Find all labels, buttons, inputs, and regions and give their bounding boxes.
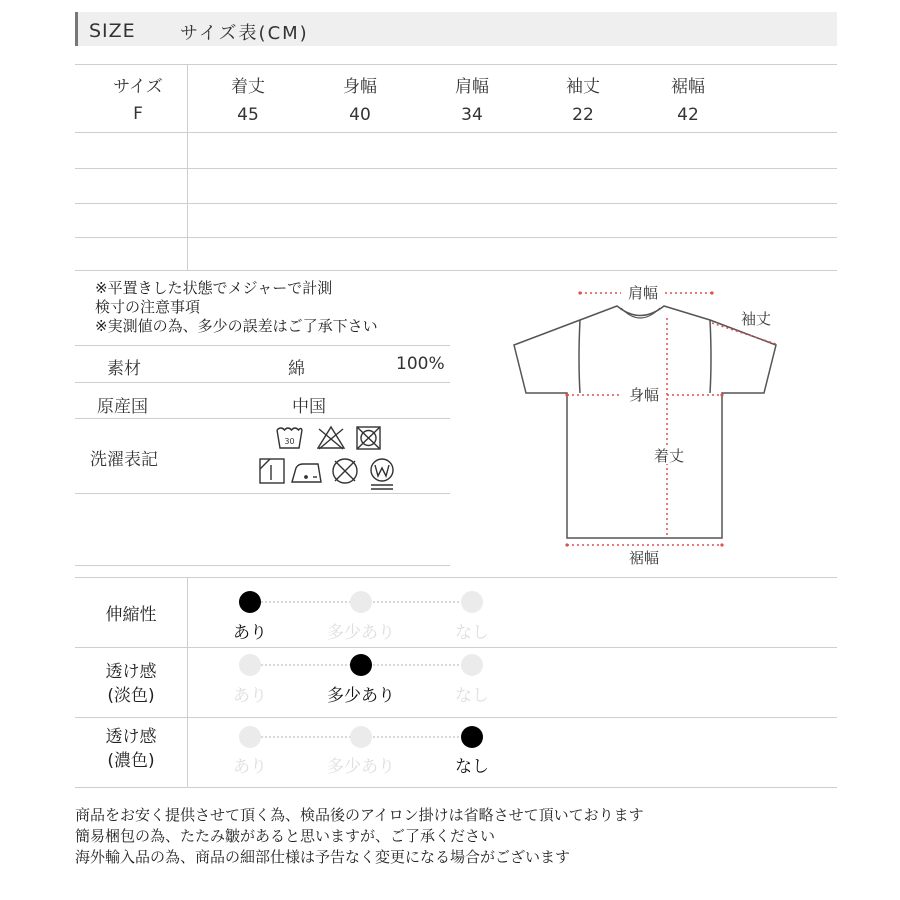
label-body-width: 身幅 [628, 386, 660, 404]
label-length: 着丈 [653, 447, 685, 465]
scale-sheer-light-opt-2: 多少あり [327, 686, 395, 706]
note-heading: 検寸の注意事項 [95, 298, 201, 316]
col-header-hem: 裾幅 [671, 77, 705, 97]
scale-sheer-light-dot-1 [239, 654, 261, 676]
note-measure: ※平置きした状態でメジャーで計測 [95, 279, 333, 297]
no-dry-clean-icon [333, 459, 357, 483]
col-header-shoulder: 肩幅 [455, 77, 489, 97]
iron-low-icon [292, 464, 321, 482]
fabric-label: 素材 [107, 359, 141, 379]
no-bleach-icon [318, 427, 344, 449]
origin-value: 中国 [292, 397, 326, 417]
col-header-body-width: 身幅 [343, 77, 377, 97]
scale-stretch-opt-1: あり [233, 623, 267, 643]
wash-30-icon [277, 428, 302, 448]
col-header-size: サイズ [113, 77, 163, 97]
care-icons-row-2 [258, 456, 398, 492]
note-tolerance: ※実測値の為、多少の誤差はご了承下さい [95, 317, 378, 335]
cell-sleeve: 22 [572, 105, 594, 125]
scale-stretch-opt-2: 多少あり [327, 623, 395, 643]
cell-body-width: 40 [349, 105, 371, 125]
origin-label: 原産国 [97, 397, 148, 417]
scale-sheer-light-dot-3 [461, 654, 483, 676]
scale-stretch-label: 伸縮性 [105, 605, 157, 625]
scale-stretch-dot-1 [239, 591, 261, 613]
footer-note-ironing: 商品をお安く提供させて頂く為、検品後のアイロン掛けは省略させて頂いております [75, 806, 644, 824]
scale-sheer-dark-opt-2: 多少あり [327, 757, 395, 777]
cell-shoulder: 34 [461, 105, 483, 125]
label-shoulder: 肩幅 [627, 284, 659, 302]
footer-note-import: 海外輸入品の為、商品の細部仕様は予告なく変更になる場合がございます [75, 848, 571, 866]
scale-stretch-dot-2 [350, 591, 372, 613]
scale-sheer-light-opt-3: なし [455, 686, 489, 706]
col-header-sleeve: 袖丈 [566, 77, 600, 97]
scale-sheer-dark-opt-3: なし [455, 757, 489, 777]
no-tumble-dry-icon [357, 427, 380, 449]
care-icons-row-1 [275, 424, 389, 452]
scale-sheer-dark-dot-3 [461, 726, 483, 748]
header-accent-bar [75, 12, 78, 46]
wet-clean-icon [371, 459, 393, 489]
scale-sheer-light-dot-2 [350, 654, 372, 676]
fabric-name: 綿 [288, 359, 305, 379]
cell-size-f: F [133, 104, 143, 124]
line-dry-shade-icon [260, 459, 284, 483]
scale-sheer-light-opt-1: あり [233, 686, 267, 706]
shirt-diagram [500, 272, 800, 572]
col-header-length: 着丈 [231, 77, 265, 97]
scale-sheer-dark-dot-1 [239, 726, 261, 748]
label-hem: 裾幅 [628, 549, 660, 567]
cell-length: 45 [237, 105, 259, 125]
scale-sheer-light-label: 透け感 (淡色) [105, 662, 157, 706]
wash-temp: 30 [284, 437, 295, 446]
shirt-outline [514, 306, 776, 538]
fabric-percent: 100% [396, 354, 445, 374]
scale-stretch-dot-3 [461, 591, 483, 613]
label-sleeve: 袖丈 [740, 310, 772, 328]
scale-sheer-dark-opt-1: あり [233, 757, 267, 777]
scale-sheer-dark-dot-2 [350, 726, 372, 748]
footer-note-packaging: 簡易梱包の為、たたみ皺があると思いますが、ご了承ください [75, 827, 496, 845]
header-subtitle: サイズ表(CM) [180, 23, 309, 44]
scale-sheer-dark-label: 透け感 (濃色) [105, 727, 157, 771]
scale-stretch-opt-3: なし [455, 623, 489, 643]
care-label: 洗濯表記 [90, 450, 158, 470]
header-title: SIZE [89, 20, 136, 42]
cell-hem: 42 [677, 105, 699, 125]
